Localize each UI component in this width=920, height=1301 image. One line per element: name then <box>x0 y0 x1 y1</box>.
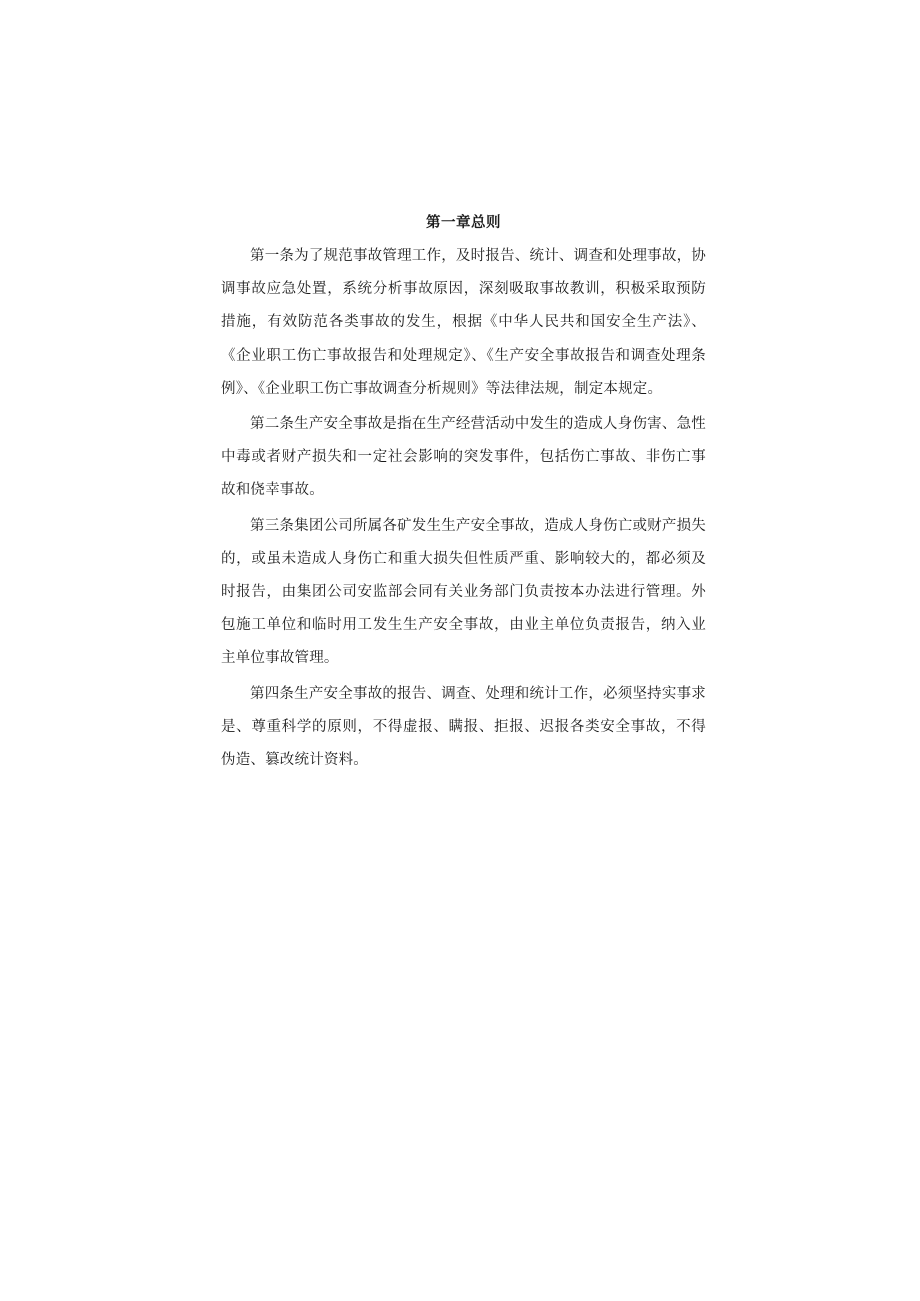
document-body <box>221 212 706 777</box>
chapter-title: 第一章总则 <box>426 215 501 231</box>
article-4-paragraph: 第四条生产安全事故的报告、调查、处理和统计工作，必须坚持实事求是、尊重科学的原则，不得虚报、瞒报、拒报、迟报各类安全事故，不得伪造、篡改统计资料。 <box>221 685 706 769</box>
article-2-paragraph: 第二条生产安全事故是指在生产经营活动中发生的造成人身伤害、急性中毒或者财产损失和一定社会影响的突发事件，包括伤亡事故、非伤亡事故和侥幸事故。 <box>221 416 706 499</box>
article-3-paragraph: 第三条集团公司所属各矿发生生产安全事故，造成人身伤亡或财产损失的，或虽未造成人身伤亡和重大损失但性质严重、影响较大的，都必须及时报告，由集团公司安监部会同有关业务部门负责按本办法进行管理。外包施工单位和临时用工发生生产安全事故，由业主单位负责报告，纳入业主单位事故管理。 <box>221 517 706 667</box>
article-1-paragraph: 第一条为了规范事故管理工作，及时报告、统计、调查和处理事故，协调事故应急处置，系统分析事故原因，深刻吸取事故教训，积极采取预防措施，有效防范各类事故的发生，根据《中华人民共和国安全生产法》、《企业职工伤亡事故报告和处理规定》、《生产安全事故报告和调查处理条例》、《企业职工伤亡事故调查分析规则》等法律法规，制定本规定。 <box>221 248 706 397</box>
